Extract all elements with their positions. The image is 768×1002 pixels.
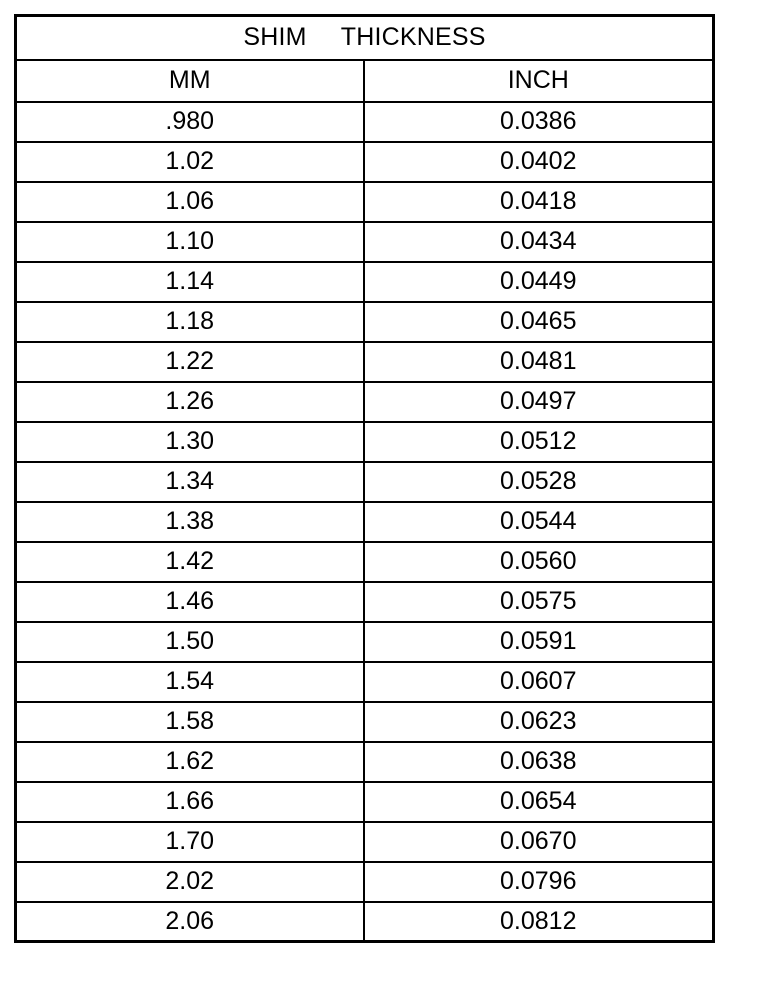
table-row	[16, 262, 714, 302]
table-row	[16, 902, 714, 942]
table-row	[16, 822, 714, 862]
mm-value-cell: 1.18	[16, 302, 364, 342]
mm-value-cell: 1.42	[16, 542, 364, 582]
mm-value-cell: 1.66	[16, 782, 364, 822]
inch-value-cell: 0.0796	[364, 862, 714, 902]
inch-value-cell: 0.0623	[364, 702, 714, 742]
inch-value-cell: 0.0512	[364, 422, 714, 462]
table-row	[16, 742, 714, 782]
mm-value-cell: 1.10	[16, 222, 364, 262]
inch-value-cell: 0.0812	[364, 902, 714, 942]
table-row	[16, 622, 714, 662]
inch-value-cell: 0.0560	[364, 542, 714, 582]
inch-value-cell: 0.0575	[364, 582, 714, 622]
table-row	[16, 102, 714, 142]
table-row	[16, 582, 714, 622]
table-row	[16, 702, 714, 742]
inch-value-cell: 0.0607	[364, 662, 714, 702]
inch-value-cell: 0.0449	[364, 262, 714, 302]
table-row	[16, 182, 714, 222]
column-header-inch: INCH	[364, 60, 714, 102]
mm-value-cell: 1.50	[16, 622, 364, 662]
mm-value-cell: 1.30	[16, 422, 364, 462]
mm-value-cell: 1.70	[16, 822, 364, 862]
table-header	[16, 16, 714, 102]
mm-value-cell: 1.58	[16, 702, 364, 742]
mm-value-cell: 1.62	[16, 742, 364, 782]
table-row	[16, 542, 714, 582]
table-row	[16, 862, 714, 902]
inch-value-cell: 0.0386	[364, 102, 714, 142]
inch-value-cell: 0.0528	[364, 462, 714, 502]
inch-value-cell: 0.0465	[364, 302, 714, 342]
mm-value-cell: 1.26	[16, 382, 364, 422]
mm-value-cell: 1.22	[16, 342, 364, 382]
inch-value-cell: 0.0402	[364, 142, 714, 182]
table-row	[16, 422, 714, 462]
table-row	[16, 782, 714, 822]
inch-value-cell: 0.0638	[364, 742, 714, 782]
table-title-word-2: THICKNESS	[340, 23, 486, 52]
shim-thickness-table	[14, 14, 715, 943]
table-row	[16, 662, 714, 702]
inch-value-cell: 0.0481	[364, 342, 714, 382]
mm-value-cell: 2.02	[16, 862, 364, 902]
column-header-row	[16, 60, 714, 102]
column-header-mm: MM	[16, 60, 364, 102]
table-row	[16, 302, 714, 342]
mm-value-cell: 1.14	[16, 262, 364, 302]
mm-value-cell: 1.38	[16, 502, 364, 542]
table-row	[16, 222, 714, 262]
table-title-word-1: SHIM	[243, 23, 307, 52]
table-row	[16, 382, 714, 422]
table-row	[16, 142, 714, 182]
inch-value-cell: 0.0544	[364, 502, 714, 542]
inch-value-cell: 0.0497	[364, 382, 714, 422]
inch-value-cell: 0.0670	[364, 822, 714, 862]
table-title	[16, 16, 714, 60]
mm-value-cell: 1.06	[16, 182, 364, 222]
title-row	[16, 16, 714, 60]
mm-value-cell: 1.02	[16, 142, 364, 182]
table-body	[16, 102, 714, 942]
mm-value-cell: 2.06	[16, 902, 364, 942]
mm-value-cell: .980	[16, 102, 364, 142]
table-row	[16, 502, 714, 542]
inch-value-cell: 0.0654	[364, 782, 714, 822]
mm-value-cell: 1.54	[16, 662, 364, 702]
table-row	[16, 462, 714, 502]
inch-value-cell: 0.0591	[364, 622, 714, 662]
inch-value-cell: 0.0418	[364, 182, 714, 222]
mm-value-cell: 1.34	[16, 462, 364, 502]
inch-value-cell: 0.0434	[364, 222, 714, 262]
mm-value-cell: 1.46	[16, 582, 364, 622]
table-row	[16, 342, 714, 382]
